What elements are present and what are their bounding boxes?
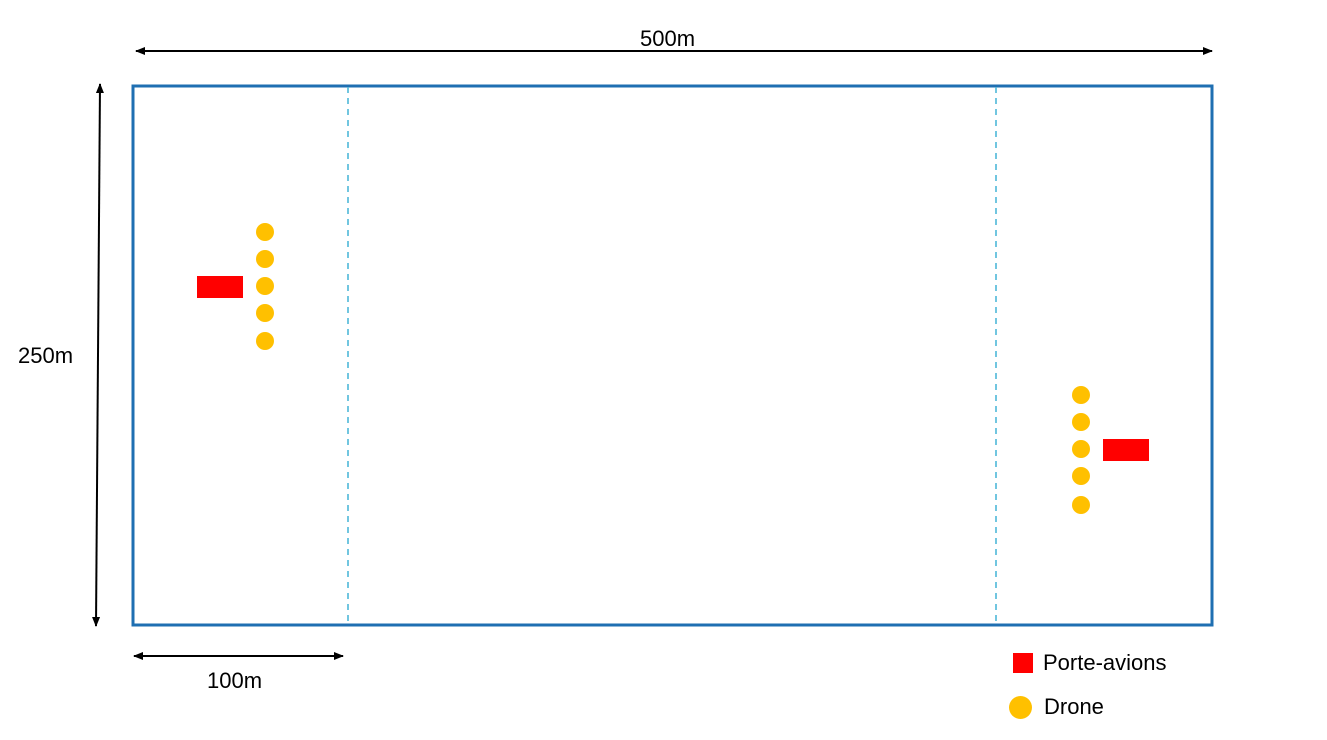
field-boundary bbox=[133, 86, 1212, 625]
height-dimension-arrow bbox=[96, 84, 100, 626]
legend-carrier bbox=[1013, 650, 1167, 676]
zone-label: 100m bbox=[207, 668, 263, 693]
right-drone bbox=[1072, 467, 1090, 485]
right-drone bbox=[1072, 496, 1090, 514]
left-drone bbox=[256, 304, 274, 322]
drone-legend-swatch bbox=[1009, 696, 1032, 719]
right-team bbox=[1072, 386, 1149, 514]
right-drone bbox=[1072, 413, 1090, 431]
left-drone bbox=[256, 277, 274, 295]
left-carrier bbox=[197, 276, 243, 298]
carrier-legend-swatch bbox=[1013, 653, 1033, 673]
width-label: 500m bbox=[640, 26, 696, 51]
legend-drone bbox=[1009, 694, 1104, 720]
left-drone bbox=[256, 332, 274, 350]
carrier-legend-label: Porte-avions bbox=[1043, 650, 1167, 675]
left-drone bbox=[256, 250, 274, 268]
right-drone bbox=[1072, 440, 1090, 458]
right-drone bbox=[1072, 386, 1090, 404]
right-carrier bbox=[1103, 439, 1149, 461]
height-label: 250m bbox=[18, 343, 74, 368]
left-team bbox=[197, 223, 274, 350]
drone-legend-label: Drone bbox=[1044, 694, 1104, 719]
left-drone bbox=[256, 223, 274, 241]
